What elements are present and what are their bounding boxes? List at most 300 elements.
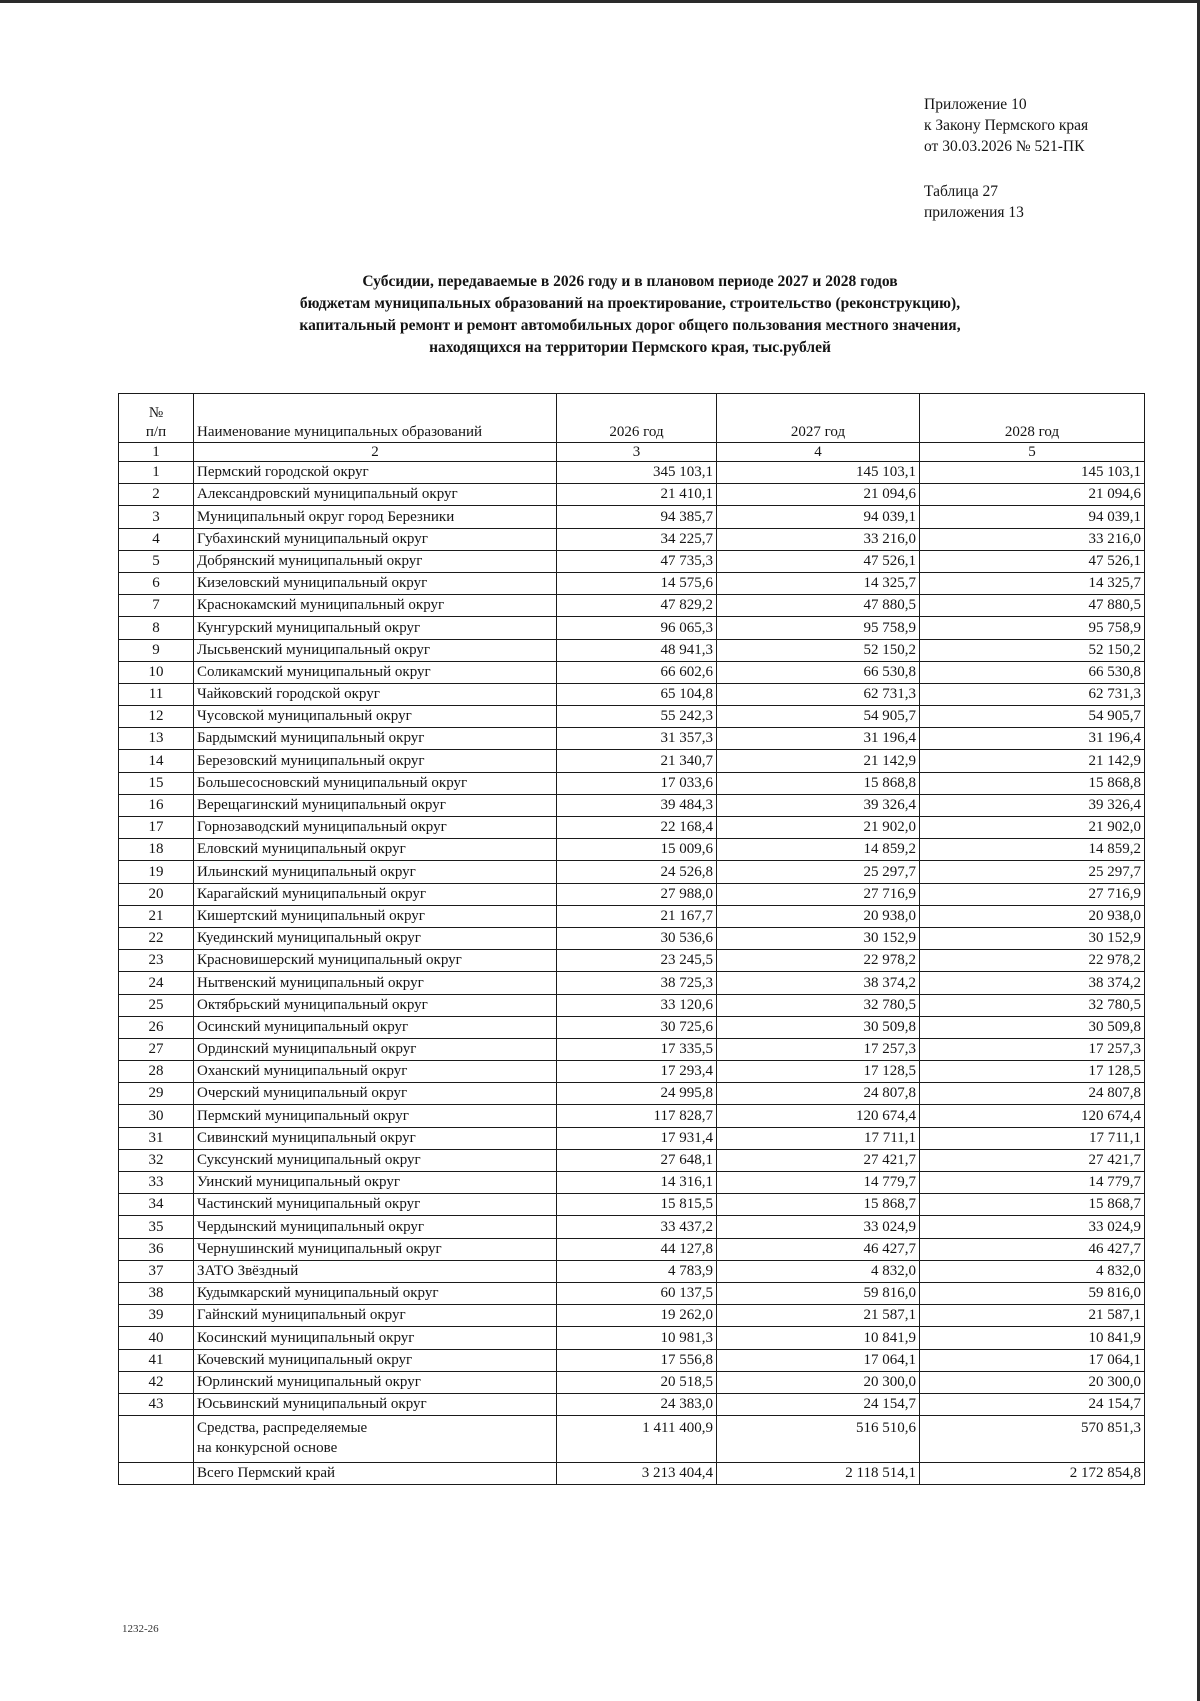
row-municipality-name: Карагайский муниципальный округ (194, 883, 557, 905)
row-value-2027: 120 674,4 (717, 1105, 920, 1127)
row-value-2026: 10 981,3 (557, 1327, 717, 1349)
appendix-line-2: к Закону Пермского края (924, 117, 1089, 134)
row-value-2027: 47 526,1 (717, 550, 920, 572)
table-row (119, 1038, 1145, 1060)
row-municipality-name: Осинский муниципальный округ (194, 1016, 557, 1038)
table-row (119, 794, 1145, 816)
table-row (119, 817, 1145, 839)
row-value-2027: 21 142,9 (717, 750, 920, 772)
row-number: 31 (119, 1127, 194, 1149)
competitive-value-2028: 570 851,3 (920, 1416, 1145, 1463)
row-municipality-name: Чердынский муниципальный округ (194, 1216, 557, 1238)
row-value-2028: 17 257,3 (920, 1038, 1145, 1060)
row-value-2028: 4 832,0 (920, 1260, 1145, 1282)
row-number: 21 (119, 905, 194, 927)
row-value-2026: 23 245,5 (557, 950, 717, 972)
header-row (119, 394, 1145, 443)
row-value-2027: 17 064,1 (717, 1349, 920, 1371)
row-municipality-name: Суксунский муниципальный округ (194, 1149, 557, 1171)
table-row (119, 1172, 1145, 1194)
row-value-2027: 52 150,2 (717, 639, 920, 661)
row-municipality-name: Кочевский муниципальный округ (194, 1349, 557, 1371)
row-municipality-name: Александровский муниципальный округ (194, 484, 557, 506)
subsidies-table (118, 393, 1145, 1485)
row-value-2027: 39 326,4 (717, 794, 920, 816)
document-number: 1232-26 (122, 1623, 159, 1635)
table-row (119, 506, 1145, 528)
row-municipality-name: Ординский муниципальный округ (194, 1038, 557, 1060)
total-number (119, 1463, 194, 1485)
row-municipality-name: Оханский муниципальный округ (194, 1061, 557, 1083)
table-row (119, 1238, 1145, 1260)
row-value-2028: 27 716,9 (920, 883, 1145, 905)
table-row (119, 1105, 1145, 1127)
row-value-2026: 345 103,1 (557, 462, 717, 484)
table-row (119, 1216, 1145, 1238)
row-value-2027: 17 711,1 (717, 1127, 920, 1149)
row-value-2026: 30 725,6 (557, 1016, 717, 1038)
row-number: 14 (119, 750, 194, 772)
row-municipality-name: Чайковский городской округ (194, 683, 557, 705)
row-value-2027: 30 509,8 (717, 1016, 920, 1038)
row-number: 16 (119, 794, 194, 816)
row-value-2026: 39 484,3 (557, 794, 717, 816)
row-value-2027: 22 978,2 (717, 950, 920, 972)
row-value-2026: 94 385,7 (557, 506, 717, 528)
row-value-2026: 17 556,8 (557, 1349, 717, 1371)
row-number: 9 (119, 639, 194, 661)
row-value-2026: 22 168,4 (557, 817, 717, 839)
row-value-2028: 20 938,0 (920, 905, 1145, 927)
row-municipality-name: Юрлинский муниципальный округ (194, 1371, 557, 1393)
table-row (119, 462, 1145, 484)
row-number: 2 (119, 484, 194, 506)
row-value-2027: 46 427,7 (717, 1238, 920, 1260)
row-number: 22 (119, 927, 194, 949)
table-row (119, 1016, 1145, 1038)
table-row (119, 1393, 1145, 1415)
row-municipality-name: Уинский муниципальный округ (194, 1172, 557, 1194)
row-municipality-name: Чусовской муниципальный округ (194, 706, 557, 728)
row-value-2027: 20 938,0 (717, 905, 920, 927)
table-row (119, 550, 1145, 572)
row-value-2026: 33 120,6 (557, 994, 717, 1016)
title-line-1: Субсидии, передаваемые в 2026 году и в плановом периоде 2027 и 2028 годов (362, 273, 898, 290)
row-value-2026: 14 575,6 (557, 572, 717, 594)
column-numbers-row (119, 443, 1145, 462)
row-value-2028: 21 587,1 (920, 1305, 1145, 1327)
row-number: 10 (119, 661, 194, 683)
total-value-2027: 2 118 514,1 (717, 1463, 920, 1485)
table-row (119, 839, 1145, 861)
row-value-2026: 30 536,6 (557, 927, 717, 949)
row-value-2027: 66 530,8 (717, 661, 920, 683)
row-value-2026: 15 815,5 (557, 1194, 717, 1216)
row-value-2028: 95 758,9 (920, 617, 1145, 639)
row-value-2026: 21 410,1 (557, 484, 717, 506)
row-value-2027: 25 297,7 (717, 861, 920, 883)
table-row (119, 639, 1145, 661)
row-number: 8 (119, 617, 194, 639)
scan-edge-top (0, 0, 1200, 3)
row-number: 30 (119, 1105, 194, 1127)
row-number: 20 (119, 883, 194, 905)
row-value-2026: 24 995,8 (557, 1083, 717, 1105)
table-row (119, 1349, 1145, 1371)
table-row (119, 883, 1145, 905)
column-number-4: 4 (717, 443, 920, 462)
competitive-value-2027: 516 510,6 (717, 1416, 920, 1463)
row-value-2027: 21 902,0 (717, 817, 920, 839)
table-row (119, 861, 1145, 883)
table-row (119, 994, 1145, 1016)
row-value-2028: 145 103,1 (920, 462, 1145, 484)
table-row (119, 927, 1145, 949)
row-municipality-name: Горнозаводский муниципальный округ (194, 817, 557, 839)
row-value-2028: 39 326,4 (920, 794, 1145, 816)
row-value-2026: 17 335,5 (557, 1038, 717, 1060)
row-municipality-name: Красновишерский муниципальный округ (194, 950, 557, 972)
row-value-2026: 27 988,0 (557, 883, 717, 905)
header-year-2026: 2026 год (557, 394, 717, 443)
table-row (119, 1371, 1145, 1393)
total-value-2028: 2 172 854,8 (920, 1463, 1145, 1485)
row-municipality-name: Губахинский муниципальный округ (194, 528, 557, 550)
row-value-2028: 59 816,0 (920, 1282, 1145, 1304)
row-value-2026: 20 518,5 (557, 1371, 717, 1393)
row-value-2026: 47 735,3 (557, 550, 717, 572)
row-value-2028: 14 325,7 (920, 572, 1145, 594)
column-number-3: 3 (557, 443, 717, 462)
row-number: 36 (119, 1238, 194, 1260)
row-value-2026: 17 931,4 (557, 1127, 717, 1149)
row-municipality-name: Частинский муниципальный округ (194, 1194, 557, 1216)
row-value-2028: 66 530,8 (920, 661, 1145, 683)
row-number: 35 (119, 1216, 194, 1238)
row-value-2028: 30 152,9 (920, 927, 1145, 949)
appendix-reference (924, 94, 1088, 157)
row-number: 40 (119, 1327, 194, 1349)
header-number (119, 394, 194, 443)
row-municipality-name: Кишертский муниципальный округ (194, 905, 557, 927)
row-value-2028: 33 024,9 (920, 1216, 1145, 1238)
row-municipality-name: Сивинский муниципальный округ (194, 1127, 557, 1149)
row-value-2028: 25 297,7 (920, 861, 1145, 883)
row-municipality-name: Добрянский муниципальный округ (194, 550, 557, 572)
row-value-2027: 62 731,3 (717, 683, 920, 705)
row-municipality-name: Муниципальный округ город Березники (194, 506, 557, 528)
row-value-2028: 17 064,1 (920, 1349, 1145, 1371)
table-row (119, 528, 1145, 550)
row-value-2027: 14 859,2 (717, 839, 920, 861)
header-number-line-1: № (148, 405, 164, 421)
row-municipality-name: ЗАТО Звёздный (194, 1260, 557, 1282)
competitive-value-2026: 1 411 400,9 (557, 1416, 717, 1463)
table-row (119, 1061, 1145, 1083)
row-value-2027: 31 196,4 (717, 728, 920, 750)
row-value-2027: 33 024,9 (717, 1216, 920, 1238)
row-number: 5 (119, 550, 194, 572)
row-number: 27 (119, 1038, 194, 1060)
row-municipality-name: Юсьвинский муниципальный округ (194, 1393, 557, 1415)
row-number: 15 (119, 772, 194, 794)
row-number: 18 (119, 839, 194, 861)
row-municipality-name: Большесосновский муниципальный округ (194, 772, 557, 794)
row-value-2028: 94 039,1 (920, 506, 1145, 528)
row-value-2028: 17 711,1 (920, 1127, 1145, 1149)
row-value-2028: 21 142,9 (920, 750, 1145, 772)
row-municipality-name: Кизеловский муниципальный округ (194, 572, 557, 594)
table-row (119, 1083, 1145, 1105)
row-value-2026: 4 783,9 (557, 1260, 717, 1282)
row-number: 7 (119, 595, 194, 617)
row-municipality-name: Соликамский муниципальный округ (194, 661, 557, 683)
row-value-2028: 38 374,2 (920, 972, 1145, 994)
row-value-2027: 10 841,9 (717, 1327, 920, 1349)
row-value-2027: 21 094,6 (717, 484, 920, 506)
row-number: 42 (119, 1371, 194, 1393)
row-number: 13 (119, 728, 194, 750)
row-value-2027: 30 152,9 (717, 927, 920, 949)
table-row (119, 905, 1145, 927)
row-number: 33 (119, 1172, 194, 1194)
row-value-2026: 48 941,3 (557, 639, 717, 661)
row-value-2028: 47 880,5 (920, 595, 1145, 617)
row-value-2026: 38 725,3 (557, 972, 717, 994)
row-number: 6 (119, 572, 194, 594)
row-value-2028: 21 902,0 (920, 817, 1145, 839)
row-value-2026: 14 316,1 (557, 1172, 717, 1194)
row-value-2028: 14 779,7 (920, 1172, 1145, 1194)
row-value-2026: 117 828,7 (557, 1105, 717, 1127)
row-value-2027: 14 779,7 (717, 1172, 920, 1194)
competitive-name-line-1: Средства, распределяемые (197, 1420, 368, 1437)
row-number: 3 (119, 506, 194, 528)
row-value-2026: 44 127,8 (557, 1238, 717, 1260)
header-year-2028: 2028 год (920, 394, 1145, 443)
row-value-2027: 27 421,7 (717, 1149, 920, 1171)
table-row (119, 1305, 1145, 1327)
row-municipality-name: Очерский муниципальный округ (194, 1083, 557, 1105)
column-number-2: 2 (194, 443, 557, 462)
table-row (119, 617, 1145, 639)
row-value-2027: 17 128,5 (717, 1061, 920, 1083)
table-row (119, 484, 1145, 506)
row-value-2026: 27 648,1 (557, 1149, 717, 1171)
total-value-2026: 3 213 404,4 (557, 1463, 717, 1485)
row-municipality-name: Ильинский муниципальный округ (194, 861, 557, 883)
row-value-2026: 24 526,8 (557, 861, 717, 883)
row-value-2026: 17 033,6 (557, 772, 717, 794)
row-value-2027: 17 257,3 (717, 1038, 920, 1060)
row-number: 39 (119, 1305, 194, 1327)
row-value-2028: 52 150,2 (920, 639, 1145, 661)
row-value-2027: 33 216,0 (717, 528, 920, 550)
row-number: 38 (119, 1282, 194, 1304)
row-value-2028: 10 841,9 (920, 1327, 1145, 1349)
title-line-3: капитальный ремонт и ремонт автомобильных дорог общего пользования местного значения, (299, 317, 961, 334)
table-row (119, 572, 1145, 594)
row-value-2028: 33 216,0 (920, 528, 1145, 550)
row-value-2026: 66 602,6 (557, 661, 717, 683)
row-municipality-name: Березовский муниципальный округ (194, 750, 557, 772)
row-value-2026: 19 262,0 (557, 1305, 717, 1327)
row-value-2028: 24 154,7 (920, 1393, 1145, 1415)
row-value-2026: 60 137,5 (557, 1282, 717, 1304)
table-row (119, 950, 1145, 972)
row-value-2026: 31 357,3 (557, 728, 717, 750)
row-value-2027: 15 868,7 (717, 1194, 920, 1216)
appendix-line-3: от 30.03.2026 № 521-ПК (924, 138, 1085, 155)
row-municipality-name: Пермский городской округ (194, 462, 557, 484)
row-value-2028: 27 421,7 (920, 1149, 1145, 1171)
competitive-funds-row (119, 1416, 1145, 1463)
row-value-2026: 96 065,3 (557, 617, 717, 639)
header-year-2027: 2027 год (717, 394, 920, 443)
table-row (119, 683, 1145, 705)
competitive-name-line-2: на конкурсной основе (197, 1440, 338, 1457)
row-value-2028: 54 905,7 (920, 706, 1145, 728)
row-municipality-name: Косинский муниципальный округ (194, 1327, 557, 1349)
row-value-2026: 47 829,2 (557, 595, 717, 617)
table-row (119, 750, 1145, 772)
row-value-2028: 62 731,3 (920, 683, 1145, 705)
row-number: 32 (119, 1149, 194, 1171)
row-value-2028: 24 807,8 (920, 1083, 1145, 1105)
row-municipality-name: Верещагинский муниципальный округ (194, 794, 557, 816)
row-value-2027: 20 300,0 (717, 1371, 920, 1393)
table-row (119, 706, 1145, 728)
row-value-2028: 15 868,7 (920, 1194, 1145, 1216)
row-value-2027: 94 039,1 (717, 506, 920, 528)
row-value-2027: 38 374,2 (717, 972, 920, 994)
row-value-2027: 145 103,1 (717, 462, 920, 484)
row-value-2026: 24 383,0 (557, 1393, 717, 1415)
row-value-2027: 32 780,5 (717, 994, 920, 1016)
row-value-2026: 55 242,3 (557, 706, 717, 728)
table-row (119, 1260, 1145, 1282)
table-row (119, 595, 1145, 617)
row-municipality-name: Кунгурский муниципальный округ (194, 617, 557, 639)
header-number-line-2: п/п (145, 424, 167, 440)
row-number: 23 (119, 950, 194, 972)
row-value-2028: 46 427,7 (920, 1238, 1145, 1260)
table-row (119, 1282, 1145, 1304)
row-number: 25 (119, 994, 194, 1016)
table-row (119, 1149, 1145, 1171)
row-municipality-name: Гайнский муниципальный округ (194, 1305, 557, 1327)
row-value-2026: 65 104,8 (557, 683, 717, 705)
column-number-5: 5 (920, 443, 1145, 462)
row-value-2028: 17 128,5 (920, 1061, 1145, 1083)
row-value-2028: 21 094,6 (920, 484, 1145, 506)
row-value-2027: 95 758,9 (717, 617, 920, 639)
row-municipality-name: Пермский муниципальный округ (194, 1105, 557, 1127)
row-value-2027: 14 325,7 (717, 572, 920, 594)
row-value-2027: 15 868,8 (717, 772, 920, 794)
row-value-2028: 32 780,5 (920, 994, 1145, 1016)
row-municipality-name: Бардымский муниципальный округ (194, 728, 557, 750)
competitive-name (194, 1416, 557, 1463)
row-municipality-name: Лысьвенский муниципальный округ (194, 639, 557, 661)
row-value-2026: 15 009,6 (557, 839, 717, 861)
row-number: 37 (119, 1260, 194, 1282)
row-number: 34 (119, 1194, 194, 1216)
header-name: Наименование муниципальных образований (194, 394, 557, 443)
row-value-2027: 47 880,5 (717, 595, 920, 617)
total-name: Всего Пермский край (194, 1463, 557, 1485)
row-value-2028: 31 196,4 (920, 728, 1145, 750)
table-ref-line-2: приложения 13 (924, 204, 1024, 221)
row-value-2027: 4 832,0 (717, 1260, 920, 1282)
row-municipality-name: Октябрьский муниципальный округ (194, 994, 557, 1016)
row-number: 1 (119, 462, 194, 484)
table-ref-line-1: Таблица 27 (924, 183, 999, 200)
row-value-2028: 47 526,1 (920, 550, 1145, 572)
row-municipality-name: Куединский муниципальный округ (194, 927, 557, 949)
row-number: 11 (119, 683, 194, 705)
row-number: 26 (119, 1016, 194, 1038)
row-value-2028: 22 978,2 (920, 950, 1145, 972)
table-row (119, 772, 1145, 794)
row-value-2026: 21 167,7 (557, 905, 717, 927)
row-municipality-name: Нытвенский муниципальный округ (194, 972, 557, 994)
row-number: 41 (119, 1349, 194, 1371)
row-value-2028: 14 859,2 (920, 839, 1145, 861)
row-number: 12 (119, 706, 194, 728)
row-value-2026: 34 225,7 (557, 528, 717, 550)
row-value-2027: 27 716,9 (717, 883, 920, 905)
row-number: 28 (119, 1061, 194, 1083)
row-value-2028: 15 868,8 (920, 772, 1145, 794)
row-number: 4 (119, 528, 194, 550)
title-line-2: бюджетам муниципальных образований на проектирование, строительство (реконструкцию), (299, 295, 961, 312)
row-value-2027: 24 154,7 (717, 1393, 920, 1415)
row-value-2027: 59 816,0 (717, 1282, 920, 1304)
row-municipality-name: Чернушинский муниципальный округ (194, 1238, 557, 1260)
table-row (119, 1327, 1145, 1349)
table-row (119, 972, 1145, 994)
row-number: 19 (119, 861, 194, 883)
row-value-2027: 24 807,8 (717, 1083, 920, 1105)
competitive-number (119, 1416, 194, 1463)
title-line-4: находящихся на территории Пермского края, тыс.рублей (429, 339, 831, 356)
appendix-line-1: Приложение 10 (924, 96, 1027, 113)
row-value-2026: 17 293,4 (557, 1061, 717, 1083)
row-value-2026: 33 437,2 (557, 1216, 717, 1238)
row-number: 29 (119, 1083, 194, 1105)
row-value-2028: 120 674,4 (920, 1105, 1145, 1127)
row-value-2028: 20 300,0 (920, 1371, 1145, 1393)
document-title (130, 271, 1130, 359)
row-municipality-name: Кудымкарский муниципальный округ (194, 1282, 557, 1304)
table-row (119, 728, 1145, 750)
row-number: 17 (119, 817, 194, 839)
row-number: 24 (119, 972, 194, 994)
row-value-2026: 21 340,7 (557, 750, 717, 772)
row-number: 43 (119, 1393, 194, 1415)
table-reference (924, 181, 1024, 223)
table-row (119, 661, 1145, 683)
row-value-2028: 30 509,8 (920, 1016, 1145, 1038)
total-row (119, 1463, 1145, 1485)
row-value-2027: 54 905,7 (717, 706, 920, 728)
table-row (119, 1194, 1145, 1216)
table-row (119, 1127, 1145, 1149)
column-number-1: 1 (119, 443, 194, 462)
row-value-2027: 21 587,1 (717, 1305, 920, 1327)
row-municipality-name: Краснокамский муниципальный округ (194, 595, 557, 617)
